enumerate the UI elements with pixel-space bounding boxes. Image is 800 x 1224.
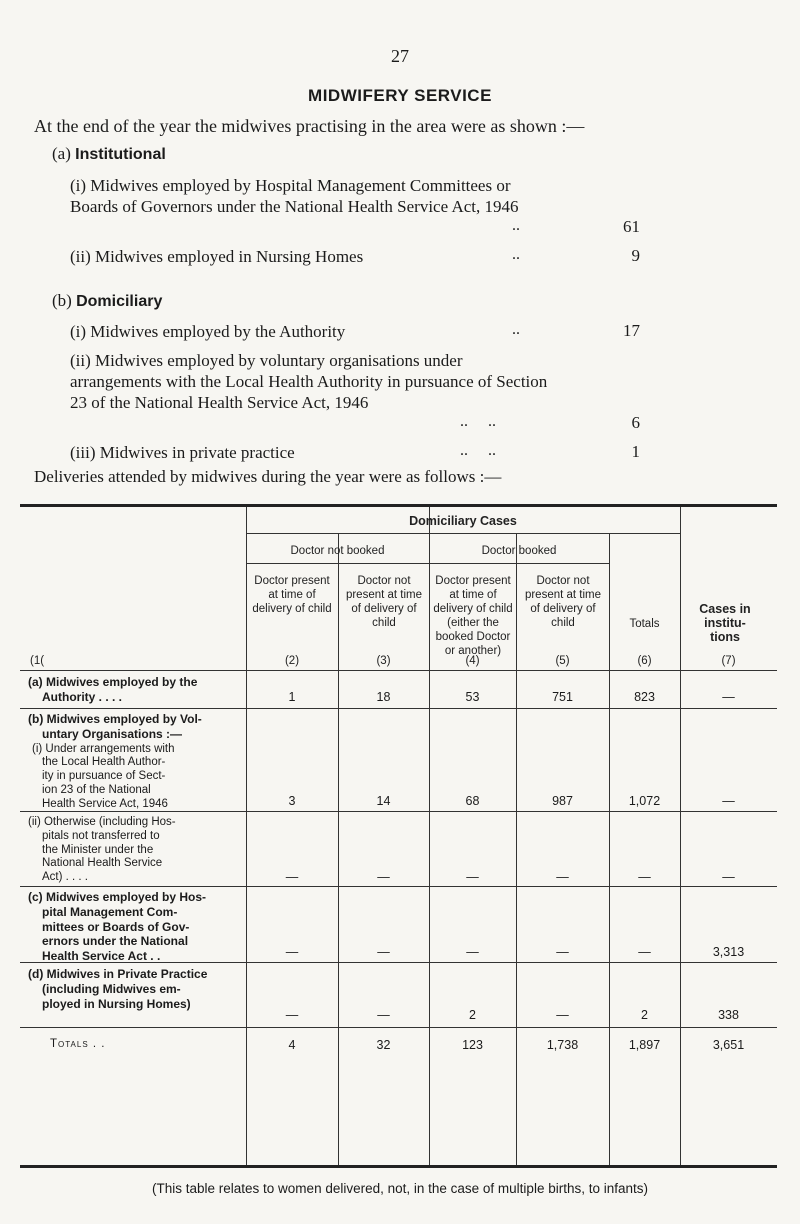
cell-c-3: — xyxy=(377,945,390,959)
col-6-header: Totals xyxy=(629,618,660,630)
section-b-item-1-value: 17 xyxy=(623,321,640,340)
col-3-header: Doctor not present at time of delivery of child xyxy=(345,575,423,629)
deliveries-intro: Deliveries attended by midwives during the year were as follows :— xyxy=(34,467,502,486)
page-number: 27 xyxy=(391,46,409,66)
cell-b-2: 3 xyxy=(288,794,296,808)
col-5-number: (5) xyxy=(555,655,570,667)
leader-dots: .. .. xyxy=(460,413,496,430)
leader-dots: .. xyxy=(512,321,520,338)
cell-b-4: 68 xyxy=(465,794,480,808)
col-2-header: Doctor present at time of delivery of child xyxy=(252,575,332,615)
cell-bii-4: — xyxy=(466,870,479,884)
cell-d-5: — xyxy=(556,1008,569,1022)
cell-c-6: — xyxy=(638,945,651,959)
section-a-item-1: (i) Midwives employed by Hospital Management Committees or Boards of Governors under the National Health Service Act, 1946 xyxy=(70,176,519,216)
table-bottom-rule xyxy=(20,1165,777,1168)
row-c-label: (c) Midwives employed by Hos- pital Management Com- mittees or Boards of Gov- ernors under the National Health Service Act . . xyxy=(28,890,207,964)
cell-totals-5: 1,738 xyxy=(546,1038,579,1052)
cell-bii-5: — xyxy=(556,870,569,884)
cell-c-5: — xyxy=(556,945,569,959)
cell-totals-7: 3,651 xyxy=(712,1038,745,1052)
section-b-item-3-value: 1 xyxy=(631,442,640,461)
row-totals-label: Totals . . xyxy=(50,1038,106,1050)
page-title: MIDWIFERY SERVICE xyxy=(308,86,492,105)
cell-b-7: — xyxy=(722,794,735,808)
table-footnote: (This table relates to women delivered, not, in the case of multiple births, to infants) xyxy=(152,1181,648,1196)
row-b-ii-label: (ii) Otherwise (including Hos- pitals not transferred to the Minister under the National Health Service Act) . . . . xyxy=(28,816,176,884)
cell-d-3: — xyxy=(377,1008,390,1022)
cell-c-2: — xyxy=(285,945,299,959)
header-divider xyxy=(246,533,680,534)
section-b-item-2: (ii) Midwives employed by voluntary organisations under arrangements with the Local Health Authority in pursuance of Section 23 of the National Health Service Act, 1946 xyxy=(70,351,548,412)
cell-bii-2: — xyxy=(285,870,299,884)
cell-c-7: 3,313 xyxy=(712,945,745,959)
row-divider xyxy=(20,708,777,709)
section-a-item-2: (ii) Midwives employed in Nursing Homes xyxy=(70,247,364,266)
cell-bii-6: — xyxy=(638,870,651,884)
section-b-item-1: (i) Midwives employed by the Authority xyxy=(70,322,346,341)
cell-a-7: — xyxy=(722,690,735,704)
col-2-number: (2) xyxy=(284,655,300,667)
col-6-number: (6) xyxy=(637,655,652,667)
col-divider xyxy=(338,533,339,1165)
cell-d-6: 2 xyxy=(641,1008,648,1022)
col-divider xyxy=(246,507,247,1165)
col-divider xyxy=(516,533,517,1165)
col-4-number: (4) xyxy=(465,655,480,667)
row-divider xyxy=(20,1027,777,1028)
header-divider xyxy=(246,563,609,564)
section-b-item-3: (iii) Midwives in private practice xyxy=(70,443,295,462)
row-a-label: (a) Midwives employed by the Authority . . . . xyxy=(28,675,198,704)
cell-a-5: 751 xyxy=(552,690,573,704)
col-divider xyxy=(429,507,430,1165)
cell-bii-3: — xyxy=(377,870,390,884)
section-b-item-2-value: 6 xyxy=(631,413,640,432)
cell-a-4: 53 xyxy=(465,690,480,704)
section-a-heading: (a) Institutional xyxy=(52,144,166,163)
intro-text: At the end of the year the midwives practising in the area were as shown :— xyxy=(34,116,585,136)
cell-a-6: 823 xyxy=(634,690,655,704)
header-bottom-rule xyxy=(20,670,777,671)
row-divider xyxy=(20,886,777,887)
cell-b-6: 1,072 xyxy=(628,794,661,808)
leader-dots: .. xyxy=(512,246,520,263)
cell-totals-4: 123 xyxy=(462,1038,483,1052)
cell-a-2: 1 xyxy=(288,690,296,704)
cell-totals-2: 4 xyxy=(288,1038,296,1052)
col-divider xyxy=(680,507,681,1165)
row-d-label: (d) Midwives in Private Practice (including Midwives em- ployed in Nursing Homes) xyxy=(28,967,208,1011)
cell-b-3: 14 xyxy=(376,794,391,808)
col-7-number: (7) xyxy=(721,655,736,667)
cell-d-4: 2 xyxy=(469,1008,476,1022)
cell-c-4: — xyxy=(466,945,479,959)
table-top-rule xyxy=(20,504,777,507)
cell-totals-3: 32 xyxy=(376,1038,391,1052)
col-4-header: Doctor present at time of delivery of child (either the booked Doctor or another) xyxy=(433,575,513,657)
cell-a-3: 18 xyxy=(376,690,391,704)
section-a-item-1-value: 61 xyxy=(623,217,640,236)
leader-dots: .. .. xyxy=(460,442,496,459)
row-b-label: (b) Midwives employed by Vol- untary Organisations :— (i) Under arrangements with the Local Health Author- ity in pursuance of Sect- ion 23 of the National Health Service Act, 1946 xyxy=(28,712,202,810)
subheader-not-booked: Doctor not booked xyxy=(290,545,385,557)
cell-d-2: — xyxy=(285,1008,299,1022)
cell-bii-7: — xyxy=(722,870,735,884)
cell-totals-6: 1,897 xyxy=(628,1038,661,1052)
section-a-item-2-value: 9 xyxy=(631,246,640,265)
cell-d-7: 338 xyxy=(718,1008,739,1022)
col-7-header: Cases in institu- tions xyxy=(699,602,751,644)
col-5-header: Doctor not present at time of delivery of child xyxy=(524,575,602,629)
col-1-number: (1( xyxy=(30,655,45,667)
subheader-booked: Doctor booked xyxy=(481,545,557,557)
section-b-heading: (b) Domiciliary xyxy=(52,291,163,310)
group-header: Domiciliary Cases xyxy=(409,514,517,528)
col-3-number: (3) xyxy=(376,655,391,667)
cell-b-5: 987 xyxy=(552,794,573,808)
leader-dots: .. xyxy=(512,217,520,234)
